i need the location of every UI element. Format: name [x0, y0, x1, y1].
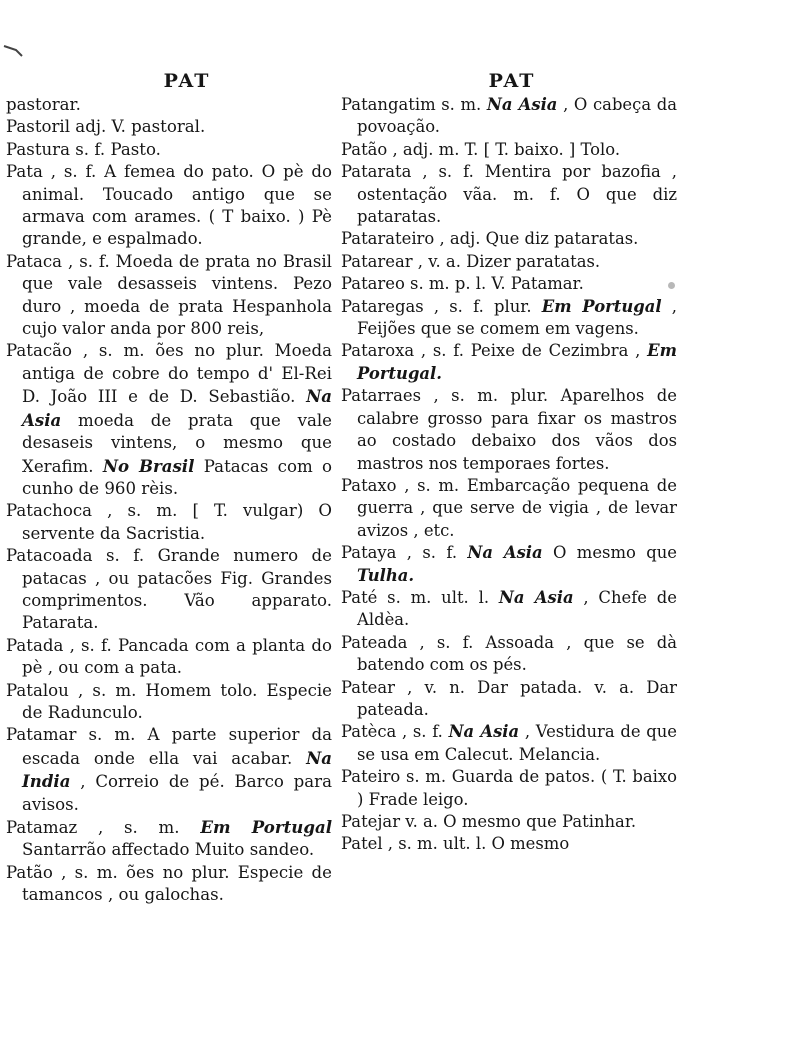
entry-text: Pateiro s. m. Guarda de patos. ( T. baixo ) Frade leigo.: [341, 767, 677, 809]
entry-text: Patejar v. a. O mesmo que Patinhar.: [341, 812, 637, 831]
entry-text: Patalou , s. m. Homem tolo. Especie de Radunculo.: [6, 680, 332, 722]
dictionary-entry: [337, 721, 677, 766]
entry-text: Patão , s. m. ões no plur. Especie de tamancos , ou galochas.: [6, 862, 332, 905]
entry-text: Patel , s. m. ult. l. O mesmo: [341, 834, 570, 854]
entry-text: Pataya , s. f.: [341, 543, 468, 563]
entry-text: pastorar.: [6, 95, 81, 114]
dictionary-entry: [2, 94, 332, 116]
dictionary-entry: [2, 161, 332, 251]
dictionary-entry: [337, 385, 677, 475]
dictionary-entry: [2, 251, 332, 341]
entry-italic-text: Na Asia: [467, 543, 543, 563]
dictionary-entry: [337, 766, 677, 811]
right-column: [337, 68, 677, 856]
dictionary-entry: [337, 251, 677, 273]
entry-italic-text: Em Portugal: [541, 296, 662, 316]
dictionary-entry: [337, 161, 677, 228]
entry-italic-text: Tulha.: [357, 565, 415, 585]
entry-italic-text: Em Portugal.: [357, 341, 677, 383]
entry-text: , O cabeça da povoação.: [357, 95, 677, 137]
entry-text: Patacão , s. m. ões no plur. Moeda antiga de cobre do tempo d' El-Rei D. João III e de D. Sebastião.: [6, 341, 332, 407]
dictionary-entry: [2, 816, 332, 862]
entry-italic-text: Na Asia: [486, 95, 558, 114]
entry-text: Pateada , s. f. Assoada , que se dà batendo com os pés.: [341, 632, 677, 675]
entry-text: Patangatim s. m.: [341, 95, 487, 114]
dictionary-entry: [2, 500, 332, 545]
entry-text: Patão , adj. m. T. [ T. baixo. ] Tolo.: [341, 139, 621, 159]
entry-text: Pastura s. f. Pasto.: [6, 139, 161, 159]
entry-text: O mesmo que: [542, 543, 677, 563]
entry-text: Pata , s. f. A femea do pato. O pè do animal. Toucado antigo que se armava com arames. ( T baixo. ) Pè grande, e espalmado.: [6, 162, 332, 249]
entry-text: Patarata , s. f. Mentira por bazofia , ostentação vãa. m. f. O que diz pataratas.: [341, 162, 677, 227]
dictionary-entry: [2, 635, 332, 680]
entry-text: Patacas com o cunho de 960 rèis.: [22, 456, 332, 498]
entry-text: Patachoca , s. m. [ T. vulgar) O servente da Sacristia.: [6, 501, 332, 543]
dictionary-entry: [337, 833, 677, 855]
entry-text: Patacoada s. f. Grande numero de patacas , ou patacões Fig. Grandes comprimentos. Vão apparato. Patarata.: [6, 546, 332, 633]
entry-italic-text: Na Asia: [22, 386, 332, 430]
entry-text: Patarraes , s. m. plur. Aparelhos de calabre grosso para fixar os mastros ao costado debaixo dos vãos dos mastros nos temporaes fortes.: [341, 386, 677, 473]
entry-italic-text: Na Asia: [498, 587, 574, 607]
dictionary-entry: [2, 724, 332, 816]
entry-italic-text: Na Asia: [448, 722, 520, 742]
dictionary-entry: [337, 228, 677, 250]
entry-text: Patareo s. m. p. l. V. Patamar.: [341, 274, 584, 294]
dictionary-entry: [2, 545, 332, 635]
dictionary-entry: [337, 587, 677, 632]
dictionary-entry: [337, 273, 677, 295]
entry-text: Pataxo , s. m. Embarcação pequena de guerra , que serve de vigia , de levar avizos , etc.: [341, 475, 677, 540]
entry-text: , Chefe de Aldèa.: [357, 587, 677, 630]
entry-text: Patada , s. f. Pancada com a planta do pè , ou com a pata.: [6, 635, 332, 678]
entry-italic-text: Em Portugal: [200, 817, 332, 837]
entry-text: Patamar s. m. A parte superior da escada onde ella vai acabar.: [6, 725, 332, 768]
ink-mark: [2, 40, 26, 60]
entry-text: Patamaz , s. m.: [6, 818, 201, 837]
dictionary-entry: [2, 340, 332, 500]
entry-text: Santarrão affectado Muito sandeo.: [22, 840, 315, 860]
dictionary-entry: [2, 680, 332, 725]
dictionary-entry: [337, 94, 677, 139]
entry-text: Pastoril adj. V. pastoral.: [6, 117, 206, 137]
dictionary-entry: [337, 542, 677, 587]
dictionary-entry: [2, 116, 332, 138]
entry-text: Pataca , s. f. Moeda de prata no Brasil que vale desasseis vintens. Pezo duro , moeda de prata Hespanhola cujo valor anda por 800 reis,: [6, 251, 332, 339]
entry-text: Patarear , v. a. Dizer paratatas.: [341, 251, 601, 271]
entry-text: , Correio de pé. Barco para avisos.: [22, 772, 332, 814]
dictionary-entry: [337, 296, 677, 341]
left-running-head: PAT: [163, 70, 211, 92]
entry-text: , Vestidura de que se usa em Calecut. Melancia.: [357, 722, 677, 764]
entry-text: Patear , v. n. Dar patada. v. a. Dar pateada.: [341, 677, 677, 719]
left-column: [2, 68, 332, 907]
entry-text: moeda de prata que vale desaseis vintens, o mesmo que Xerafim.: [22, 410, 332, 476]
entry-italic-text: No Brasil: [102, 455, 195, 476]
dictionary-entry: [2, 139, 332, 161]
dictionary-entry: [337, 811, 677, 833]
entry-text: Pataroxa , s. f. Peixe de Cezimbra ,: [341, 341, 648, 361]
entry-text: Paté s. m. ult. l.: [341, 587, 499, 607]
dictionary-entry: [337, 139, 677, 161]
dictionary-entry: [337, 340, 677, 385]
entry-italic-text: Na India: [22, 747, 332, 792]
dictionary-entry: [337, 475, 677, 542]
dictionary-entry: [337, 632, 677, 677]
entry-text: Pataregas , s. f. plur.: [341, 296, 542, 316]
left-entries: [2, 94, 332, 907]
entry-text: Patèca , s. f.: [341, 722, 449, 742]
dictionary-entry: [2, 862, 332, 907]
right-entries: [337, 94, 677, 856]
entry-text: Patarateiro , adj. Que diz pataratas.: [341, 229, 639, 249]
entry-text: , Feijões que se comem em vagens.: [357, 296, 677, 339]
right-running-head: PAT: [488, 70, 536, 92]
dictionary-entry: [337, 677, 677, 722]
